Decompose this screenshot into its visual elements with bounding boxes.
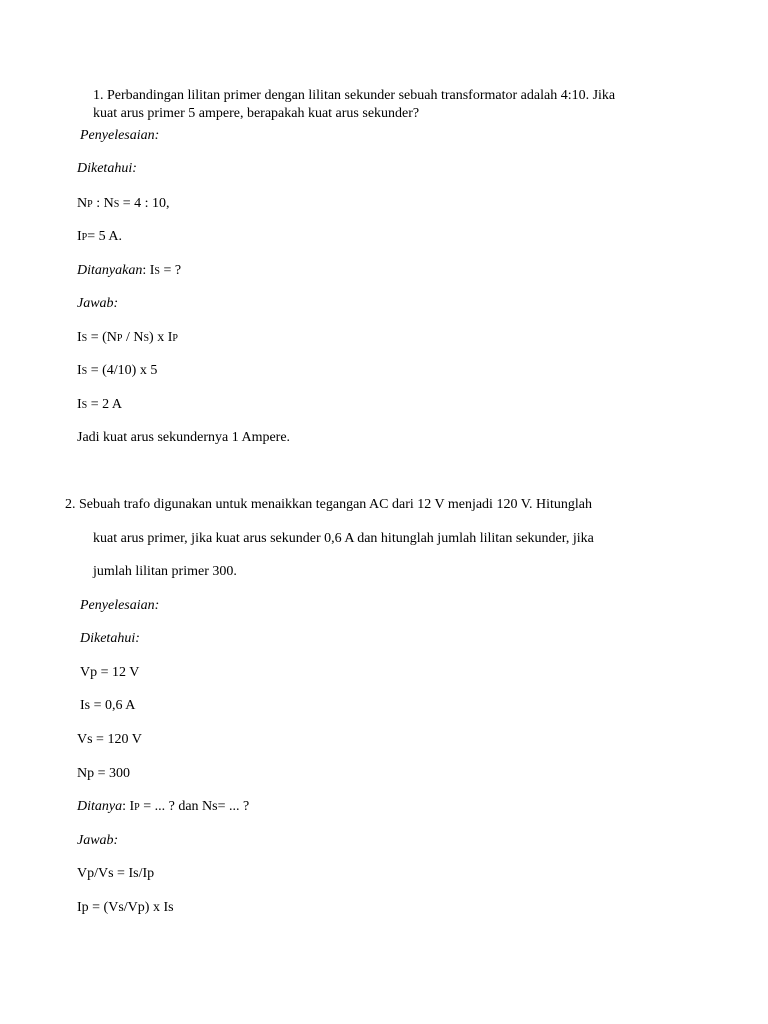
q1-given-ip <box>77 229 122 246</box>
f2-rest: = (4/10) x 5 <box>87 363 158 378</box>
q1-text-line1: 1. Perbandingan lilitan primer dengan lilitan sekunder sebuah transformator adalah 4:10. Jika <box>93 88 616 103</box>
ditanya-symbol: : I <box>122 799 135 814</box>
ratio-sub-p: P <box>87 199 93 210</box>
ditanyakan-sub: S <box>154 266 160 277</box>
q2-text-line1: 2. Sebuah trafo digunakan untuk menaikkan tegangan AC dari 12 V menjadi 120 V. Hitunglah <box>65 497 592 512</box>
q2-text-line3: jumlah lilitan primer 300. <box>93 564 237 579</box>
ratio-mid: : N <box>92 196 114 211</box>
ip-value: = 5 A. <box>87 229 122 244</box>
q2-jawab-heading: Jawab: <box>77 833 119 848</box>
ip-sub: P <box>81 232 88 243</box>
q2-text-line2: kuat arus primer, jika kuat arus sekunder 0,6 A dan hitunglah jumlah lilitan sekunder, jika <box>93 531 594 546</box>
f1-s2: P <box>116 333 123 344</box>
ratio-sub-s: S <box>113 199 120 210</box>
ditanyakan-symbol: : I <box>142 263 155 278</box>
q2-penyelesaian-heading: Penyelesaian: <box>80 598 160 613</box>
q2-eq2: Ip = (Vs/Vp) x Is <box>77 900 174 915</box>
ditanya-sub: P <box>134 802 140 813</box>
q1-text-line2: kuat arus primer 5 ampere, berapakah kuat arus sekunder? <box>93 106 420 121</box>
q1-diketahui-heading: Diketahui: <box>77 161 137 176</box>
q2-given-vp: Vp = 12 V <box>80 665 140 680</box>
q2-given-np: Np = 300 <box>77 766 131 781</box>
ratio-n-symbol: N <box>77 196 88 211</box>
q1-conclusion: Jadi kuat arus sekundernya 1 Ampere. <box>77 430 291 445</box>
f3-a: I <box>77 397 82 412</box>
f1-a: I <box>77 330 82 345</box>
q1-penyelesaian-heading: Penyelesaian: <box>80 128 160 143</box>
f2-a: I <box>77 363 82 378</box>
q2-given-is: Is = 0,6 A <box>80 698 136 713</box>
q2-diketahui-heading: Diketahui: <box>80 631 140 646</box>
q1-jawab-heading: Jawab: <box>77 296 119 311</box>
ditanyakan-rest: = ? <box>159 263 182 278</box>
q1-formula2 <box>77 363 157 380</box>
f1-b: = (N <box>87 330 117 345</box>
f3-rest: = 2 A <box>87 397 122 412</box>
f1-d: ) x I <box>149 330 173 345</box>
f1-s3: S <box>143 333 150 344</box>
q2-eq1: Vp/Vs = Is/Ip <box>77 866 155 881</box>
f1-s1: S <box>81 333 88 344</box>
q1-formula3 <box>77 397 122 414</box>
ditanya-rest: = ... ? dan Ns= ... ? <box>139 799 250 814</box>
ratio-value: = 4 : 10, <box>119 196 170 211</box>
f1-s4: P <box>172 333 178 344</box>
ip-symbol: I <box>77 229 82 244</box>
q2-given-vs: Vs = 120 V <box>77 732 142 747</box>
q1-formula1 <box>77 330 178 347</box>
q2-ditanya <box>77 799 249 816</box>
f1-c: / N <box>122 330 144 345</box>
q1-given-ratio <box>77 196 170 213</box>
ditanya-label: Ditanya <box>77 799 123 814</box>
f3-s: S <box>81 400 88 411</box>
q1-ditanyakan <box>77 263 181 280</box>
f2-s: S <box>81 366 88 377</box>
ditanyakan-label: Ditanyakan <box>77 263 143 278</box>
